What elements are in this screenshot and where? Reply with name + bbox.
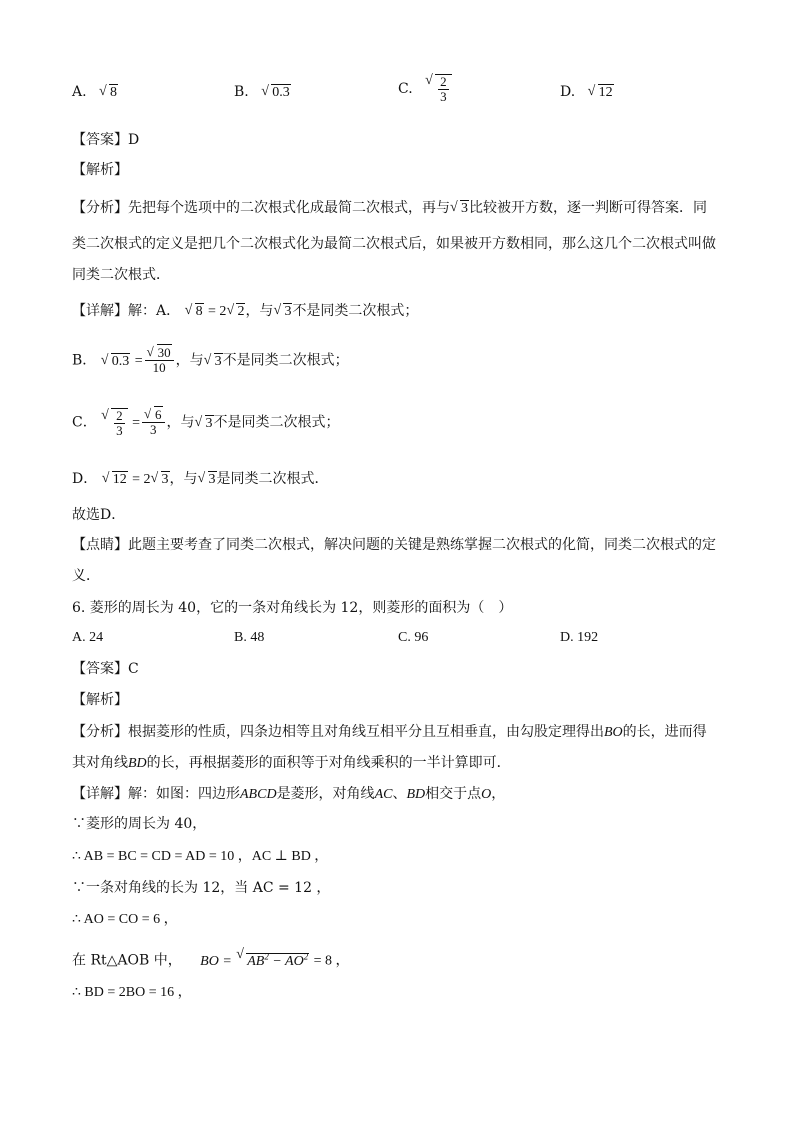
text: 不是同类二次根式； xyxy=(292,303,419,319)
sqrt-3 xyxy=(273,303,292,321)
option-d xyxy=(560,84,614,101)
q5-detail-b xyxy=(72,346,349,375)
q6-fenxi-line-1 xyxy=(72,723,707,742)
radicand: 8 xyxy=(110,85,118,100)
sqrt-frac xyxy=(425,74,452,104)
radicand: 3 xyxy=(461,201,468,216)
variable: O xyxy=(481,787,492,802)
q5-dianjing-line-1: 【点睛】此题主要考查了同类二次根式，解决问题的关键是熟练掌握二次根式的化简，同类二次根式的定 xyxy=(72,537,716,553)
text: 在 Rt△AOB 中， xyxy=(72,952,182,969)
text: 相交于点 xyxy=(425,786,482,802)
denominator: 3 xyxy=(440,89,447,104)
numerator: √ 2 xyxy=(116,408,123,423)
equals-sign: = xyxy=(134,353,143,369)
q6-option-d: D. 192 xyxy=(560,630,599,645)
text: 是菱形，对角线 xyxy=(276,786,375,802)
text: ，与 xyxy=(169,471,198,487)
text: 不是同类二次根式； xyxy=(213,414,340,431)
q6-step-6: ∴ BD = 2BO = 16 ， xyxy=(72,985,192,1000)
equation-part: = 2 xyxy=(132,472,151,487)
q6-step-1: ∵菱形的周长为 40， xyxy=(72,816,207,832)
denominator: 3 xyxy=(150,422,157,438)
option-letter: C. xyxy=(398,81,413,97)
sqrt-2 xyxy=(226,303,245,321)
text: D． xyxy=(72,471,98,487)
radicand: 3 xyxy=(205,415,213,431)
sqrt-12 xyxy=(102,471,128,489)
sqrt-12 xyxy=(588,85,614,101)
option-letter: D. xyxy=(560,84,576,100)
variable: BD xyxy=(406,787,426,802)
q5-detail-c xyxy=(72,408,340,438)
q5-analysis-heading: 【解析】 xyxy=(72,162,128,178)
variable: BO xyxy=(604,725,623,740)
denominator: 10 xyxy=(152,360,166,375)
radicand: 2 xyxy=(237,304,245,319)
radicand: 3 xyxy=(161,472,169,487)
sqrt-8 xyxy=(99,85,118,101)
option-a xyxy=(72,84,118,101)
sqrt-6 xyxy=(144,408,163,422)
q5-conclusion: 故选D． xyxy=(72,507,126,523)
radicand: 6 xyxy=(155,407,162,423)
text: 、 xyxy=(392,786,407,802)
text: 的长，再根据菱形的面积等于对角线乘积的一半计算即可． xyxy=(146,755,511,771)
radicand: 3 xyxy=(208,472,216,487)
text: 【分析】根据菱形的性质，四条边相等且对角线互相平分且互相垂直，由勾股定理得出 xyxy=(72,724,604,740)
fraction xyxy=(145,346,174,375)
sqrt-30 xyxy=(147,346,172,360)
q6-analysis-heading: 【解析】 xyxy=(72,692,128,708)
q5-fenxi-line-3: 同类二次根式． xyxy=(72,267,170,283)
text: 【详解】解：如图：四边形 xyxy=(72,786,240,802)
q6-step-5 xyxy=(72,947,350,971)
sqrt-frac xyxy=(101,408,128,438)
q5-fenxi-line-2: 类二次根式的定义是把几个二次根式化为最简二次根式后，如果被开方数相同，那么这几个二次根式叫做 xyxy=(72,236,716,252)
variable: ABCD xyxy=(240,787,277,802)
q6-answer: 【答案】C xyxy=(72,661,139,677)
variable: AC xyxy=(374,787,393,802)
radicand: 12 xyxy=(112,472,127,487)
q6-option-b: B. 48 xyxy=(234,630,265,645)
radicand: 0.3 xyxy=(111,353,130,369)
text: ， xyxy=(491,786,506,802)
q6-step-4: ∴ AO = CO = 6 ， xyxy=(72,912,178,927)
q6-step-2: ∴ AB = BC = CD = AD = 10 ，AC ⊥ BD ， xyxy=(72,849,329,864)
text: ，与 xyxy=(245,303,274,319)
text: ，与 xyxy=(175,352,204,369)
option-letter: B. xyxy=(234,84,249,100)
sqrt-3 xyxy=(151,471,170,489)
sqrt-0-3 xyxy=(261,85,291,101)
equation-part: = 2 xyxy=(208,304,227,319)
sqrt-0-3 xyxy=(101,353,131,371)
equals-sign: = xyxy=(132,415,141,431)
text: 其对角线 xyxy=(72,755,128,771)
q6-option-a: A. 24 xyxy=(72,630,104,645)
option-b xyxy=(234,84,291,101)
numerator: √ 2 xyxy=(440,74,447,89)
q6-detail-line-1 xyxy=(72,785,505,804)
sqrt-3 xyxy=(195,415,214,433)
text: C． xyxy=(72,414,97,431)
q6-fenxi-line-2 xyxy=(72,754,511,773)
q6-step-3: ∵一条对角线的长为 12，当 AC = 12 ， xyxy=(72,880,331,896)
radicand: 12 xyxy=(598,85,613,100)
q5-dianjing-line-2: 义． xyxy=(72,568,100,584)
sqrt-8 xyxy=(185,303,204,321)
q6-option-c: C. 96 xyxy=(398,630,429,645)
radicand: 30 xyxy=(157,345,171,360)
equation-part: = 8 ， xyxy=(313,953,350,969)
radicand: 3 xyxy=(214,353,222,369)
sqrt-3 xyxy=(204,353,223,371)
q5-detail-d xyxy=(72,470,329,489)
text: B． xyxy=(72,352,97,369)
text: ，与 xyxy=(166,414,195,431)
sqrt-3 xyxy=(198,471,217,489)
radicand: 8 xyxy=(195,304,203,319)
q6-stem: 6. 菱形的周长为 40，它的一条对角线长为 12，则菱形的面积为（ ） xyxy=(72,600,513,616)
fraction xyxy=(142,408,165,437)
text: 比较被开方数，逐一判断可得答案．同 xyxy=(469,200,707,216)
text: 【分析】先把每个选项中的二次根式化成最简二次根式，再与 xyxy=(72,200,450,216)
radicand: 0.3 xyxy=(272,85,290,100)
text: 的长，进而得 xyxy=(622,724,707,740)
option-c xyxy=(398,74,452,104)
sqrt-3 xyxy=(450,200,469,218)
text: 不是同类二次根式； xyxy=(222,352,349,369)
radicand: 3 xyxy=(284,304,292,319)
option-letter: A. xyxy=(72,84,87,100)
variable: BD xyxy=(128,756,147,771)
fraction xyxy=(438,75,449,104)
denominator: 3 xyxy=(116,423,123,438)
sqrt-ab-ao: √ $AB^2 - AO^2$ xyxy=(236,947,309,971)
text: 是同类二次根式． xyxy=(216,471,329,487)
text: 【详解】解：A． xyxy=(72,303,181,319)
q5-answer: 【答案】D xyxy=(72,132,140,148)
equation-part: BO = xyxy=(200,953,232,969)
q5-detail-a xyxy=(72,302,418,321)
q5-fenxi-line-1 xyxy=(72,199,707,218)
